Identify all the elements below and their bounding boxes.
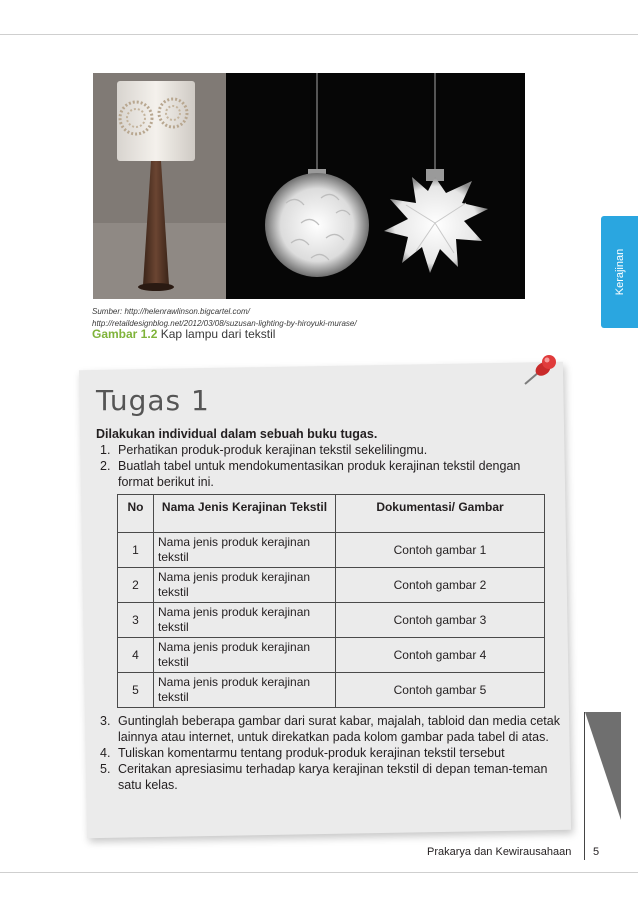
row-documentation: Contoh gambar 4 [336, 638, 545, 673]
push-pin-icon [519, 354, 559, 393]
row-name: Nama jenis produk kerajinan tekstil [154, 568, 336, 603]
chapter-side-tab[interactable] [601, 216, 638, 328]
footer-divider [584, 712, 585, 860]
table-lamp-photo [93, 73, 226, 299]
task-step-text: Tuliskan komentarmu tentang produk-produk kerajinan tekstil tersebut [118, 746, 505, 760]
task-step-number: 1. [100, 443, 111, 457]
task-step [96, 713, 566, 745]
row-name: Nama jenis produk kerajinan tekstil [154, 533, 336, 568]
task-step-text: Buatlah tabel untuk mendokumentasikan produk kerajinan tekstil dengan format berikut ini. [118, 459, 521, 489]
row-documentation: Contoh gambar 3 [336, 603, 545, 638]
page-fold [585, 712, 621, 820]
figure-caption [92, 327, 275, 341]
task-title: Tugas 1 [96, 384, 210, 417]
task-step [96, 761, 566, 793]
task-step-text: Perhatikan produk-produk kerajinan tekstil sekelilingmu. [118, 443, 428, 457]
bottom-rule [0, 872, 638, 873]
task-instructions-continued [96, 713, 566, 793]
header-no: No [118, 495, 154, 533]
task-step [96, 442, 556, 458]
documentation-table [117, 494, 545, 708]
row-no: 1 [118, 533, 154, 568]
task-step [96, 458, 556, 490]
figure-caption-text: Kap lampu dari tekstil [157, 327, 276, 341]
table-row [118, 638, 545, 673]
task-step-number: 4. [100, 746, 111, 760]
top-rule [0, 34, 638, 35]
row-no: 5 [118, 673, 154, 708]
row-name: Nama jenis produk kerajinan tekstil [154, 603, 336, 638]
task-step-number: 3. [100, 714, 111, 728]
figure-source-line[interactable]: Sumber: http://helenrawlinson.bigcartel.com/ [92, 307, 250, 316]
row-documentation: Contoh gambar 2 [336, 568, 545, 603]
task-instructions [96, 426, 556, 490]
header-name: Nama Jenis Kerajinan Tekstil [154, 495, 336, 533]
pendant-lamps-photo [226, 73, 525, 299]
task-step-text: Guntinglah beberapa gambar dari surat kabar, majalah, tabloid dan media cetak lainnya atau internet, untuk direkatkan pada kolom gambar pada tabel di atas. [118, 714, 560, 744]
row-documentation: Contoh gambar 1 [336, 533, 545, 568]
row-no: 3 [118, 603, 154, 638]
table-header-row [118, 495, 545, 533]
page-number: 5 [593, 846, 600, 858]
task-step [96, 745, 566, 761]
task-step-number: 5. [100, 762, 111, 776]
table-row [118, 533, 545, 568]
task-step-text: Ceritakan apresiasimu terhadap karya kerajinan tekstil di depan teman-teman satu kelas. [118, 762, 548, 792]
figure-source-line[interactable]: http://retaildesignblog.net/2012/03/08/suzusan-lighting-by-hiroyuki-murase/ [92, 319, 357, 328]
header-documentation: Dokumentasi/ Gambar [336, 495, 545, 533]
task-step-number: 2. [100, 459, 111, 473]
task-intro: Dilakukan individual dalam sebuah buku tugas. [96, 427, 378, 441]
footer-book-title: Prakarya dan Kewirausahaan [427, 846, 572, 858]
table-row [118, 603, 545, 638]
row-documentation: Contoh gambar 5 [336, 673, 545, 708]
row-no: 4 [118, 638, 154, 673]
row-name: Nama jenis produk kerajinan tekstil [154, 673, 336, 708]
row-name: Nama jenis produk kerajinan tekstil [154, 638, 336, 673]
table-row [118, 568, 545, 603]
figure-label: Gambar 1.2 [92, 327, 158, 341]
chapter-side-tab-label: Kerajinan [613, 248, 626, 296]
table-row [118, 673, 545, 708]
row-no: 2 [118, 568, 154, 603]
